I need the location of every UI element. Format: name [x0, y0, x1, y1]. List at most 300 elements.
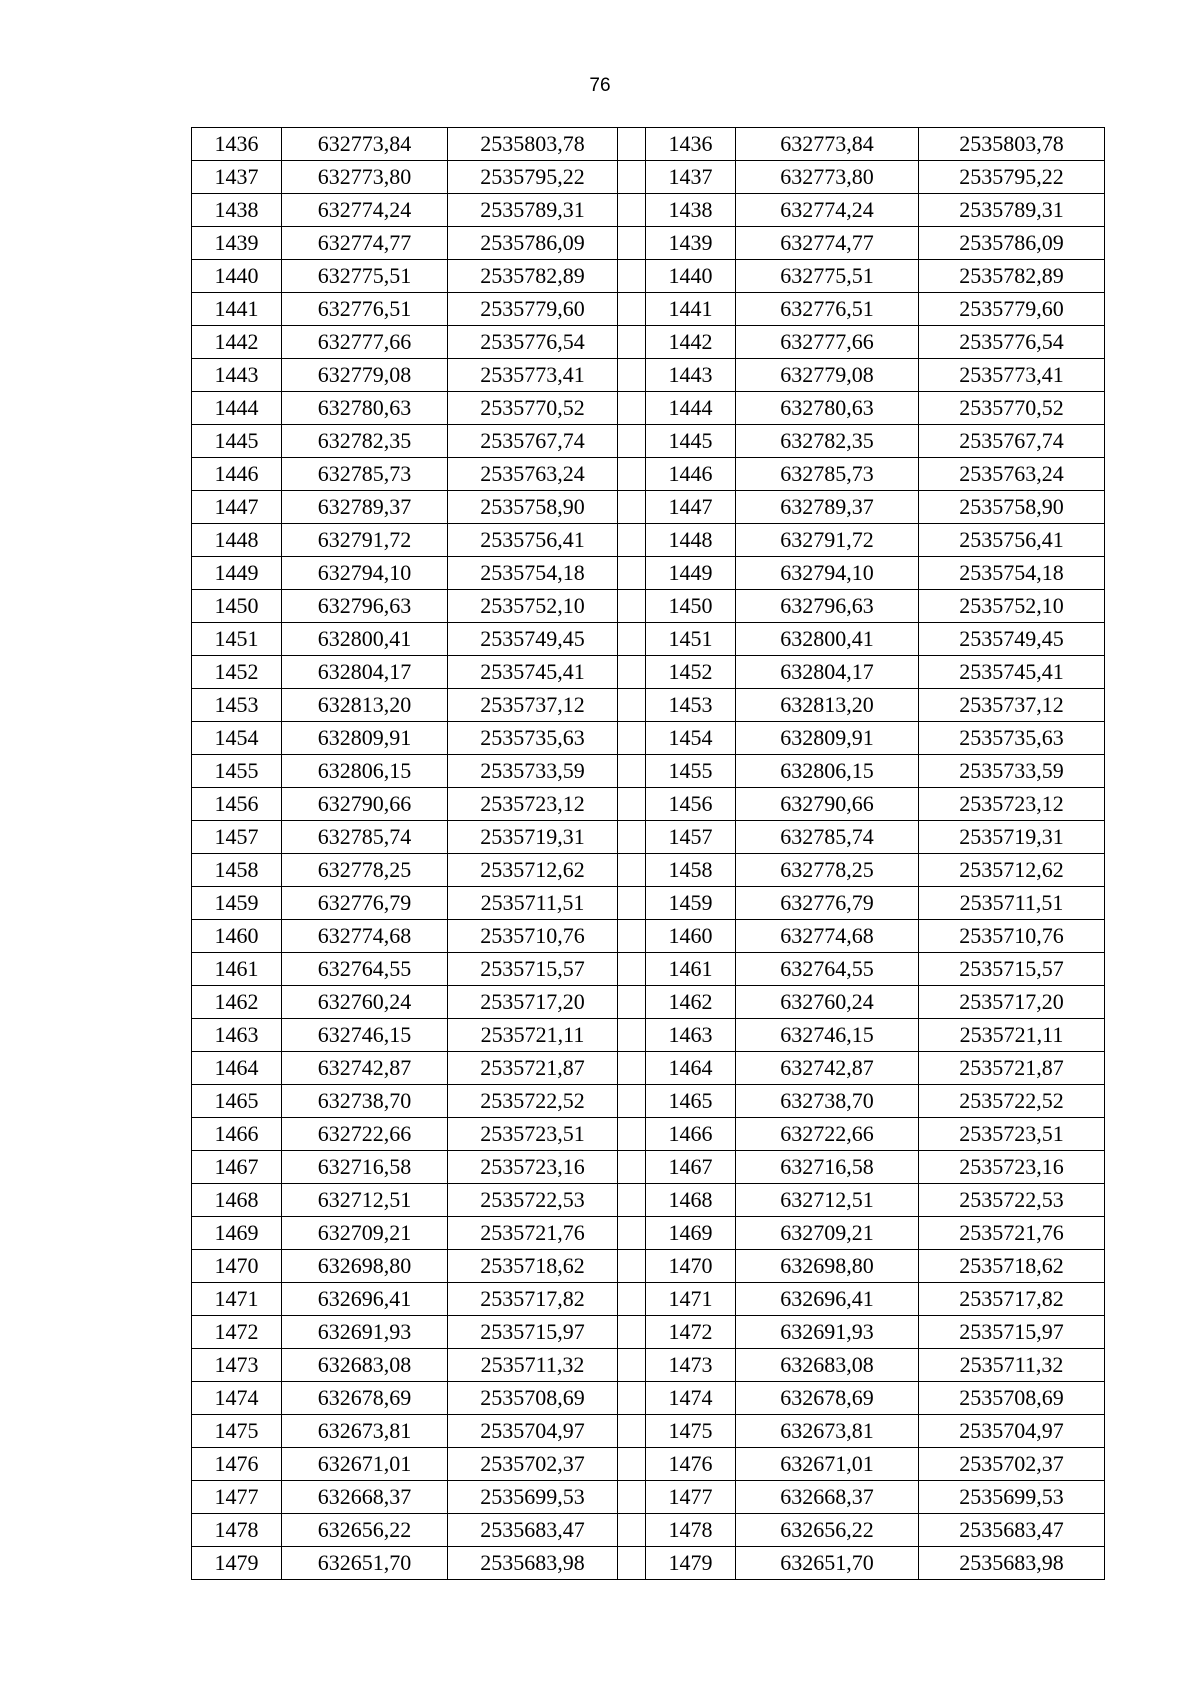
right-y-coordinate-cell: 2535737,12	[919, 689, 1105, 722]
left-x-coordinate-cell: 632738,70	[282, 1085, 448, 1118]
right-point-number-cell: 1475	[646, 1415, 736, 1448]
right-y-coordinate-cell: 2535756,41	[919, 524, 1105, 557]
right-x-coordinate-cell: 632778,25	[736, 854, 919, 887]
right-y-coordinate-cell: 2535708,69	[919, 1382, 1105, 1415]
separator-cell	[618, 1250, 646, 1283]
table-row	[192, 1448, 1105, 1481]
left-x-coordinate-cell: 632794,10	[282, 557, 448, 590]
left-x-coordinate-cell: 632775,51	[282, 260, 448, 293]
separator-cell	[618, 1283, 646, 1316]
left-x-coordinate-cell: 632774,24	[282, 194, 448, 227]
left-y-coordinate-cell: 2535721,76	[448, 1217, 618, 1250]
right-point-number-cell: 1467	[646, 1151, 736, 1184]
right-x-coordinate-cell: 632809,91	[736, 722, 919, 755]
left-x-coordinate-cell: 632785,73	[282, 458, 448, 491]
right-x-coordinate-cell: 632774,68	[736, 920, 919, 953]
left-x-coordinate-cell: 632716,58	[282, 1151, 448, 1184]
table-row	[192, 1052, 1105, 1085]
right-y-coordinate-cell: 2535717,20	[919, 986, 1105, 1019]
left-y-coordinate-cell: 2535719,31	[448, 821, 618, 854]
left-point-number-cell: 1460	[192, 920, 282, 953]
left-point-number-cell: 1444	[192, 392, 282, 425]
left-x-coordinate-cell: 632668,37	[282, 1481, 448, 1514]
right-point-number-cell: 1476	[646, 1448, 736, 1481]
left-y-coordinate-cell: 2535723,51	[448, 1118, 618, 1151]
table-row	[192, 1250, 1105, 1283]
right-point-number-cell: 1474	[646, 1382, 736, 1415]
left-y-coordinate-cell: 2535733,59	[448, 755, 618, 788]
right-point-number-cell: 1470	[646, 1250, 736, 1283]
left-point-number-cell: 1445	[192, 425, 282, 458]
right-point-number-cell: 1447	[646, 491, 736, 524]
right-y-coordinate-cell: 2535683,47	[919, 1514, 1105, 1547]
left-point-number-cell: 1446	[192, 458, 282, 491]
right-y-coordinate-cell: 2535782,89	[919, 260, 1105, 293]
left-y-coordinate-cell: 2535717,82	[448, 1283, 618, 1316]
left-point-number-cell: 1442	[192, 326, 282, 359]
coordinates-table	[191, 127, 1105, 1580]
right-point-number-cell: 1441	[646, 293, 736, 326]
left-y-coordinate-cell: 2535789,31	[448, 194, 618, 227]
right-point-number-cell: 1456	[646, 788, 736, 821]
table-row	[192, 1382, 1105, 1415]
right-point-number-cell: 1462	[646, 986, 736, 1019]
right-x-coordinate-cell: 632712,51	[736, 1184, 919, 1217]
left-x-coordinate-cell: 632796,63	[282, 590, 448, 623]
separator-cell	[618, 1118, 646, 1151]
left-point-number-cell: 1472	[192, 1316, 282, 1349]
right-point-number-cell: 1478	[646, 1514, 736, 1547]
right-point-number-cell: 1457	[646, 821, 736, 854]
right-x-coordinate-cell: 632696,41	[736, 1283, 919, 1316]
table-row	[192, 293, 1105, 326]
left-y-coordinate-cell: 2535708,69	[448, 1382, 618, 1415]
right-x-coordinate-cell: 632678,69	[736, 1382, 919, 1415]
table-row	[192, 656, 1105, 689]
left-point-number-cell: 1462	[192, 986, 282, 1019]
left-x-coordinate-cell: 632782,35	[282, 425, 448, 458]
right-x-coordinate-cell: 632789,37	[736, 491, 919, 524]
right-point-number-cell: 1446	[646, 458, 736, 491]
table-row	[192, 425, 1105, 458]
left-point-number-cell: 1436	[192, 128, 282, 161]
table-row	[192, 590, 1105, 623]
right-y-coordinate-cell: 2535721,87	[919, 1052, 1105, 1085]
left-y-coordinate-cell: 2535795,22	[448, 161, 618, 194]
left-y-coordinate-cell: 2535683,47	[448, 1514, 618, 1547]
left-y-coordinate-cell: 2535715,97	[448, 1316, 618, 1349]
right-point-number-cell: 1465	[646, 1085, 736, 1118]
left-x-coordinate-cell: 632809,91	[282, 722, 448, 755]
left-x-coordinate-cell: 632746,15	[282, 1019, 448, 1052]
right-point-number-cell: 1443	[646, 359, 736, 392]
left-y-coordinate-cell: 2535773,41	[448, 359, 618, 392]
right-x-coordinate-cell: 632774,24	[736, 194, 919, 227]
left-x-coordinate-cell: 632673,81	[282, 1415, 448, 1448]
left-x-coordinate-cell: 632778,25	[282, 854, 448, 887]
left-point-number-cell: 1466	[192, 1118, 282, 1151]
right-x-coordinate-cell: 632813,20	[736, 689, 919, 722]
right-x-coordinate-cell: 632806,15	[736, 755, 919, 788]
table-row	[192, 920, 1105, 953]
left-y-coordinate-cell: 2535710,76	[448, 920, 618, 953]
separator-cell	[618, 689, 646, 722]
separator-cell	[618, 623, 646, 656]
right-y-coordinate-cell: 2535704,97	[919, 1415, 1105, 1448]
right-x-coordinate-cell: 632794,10	[736, 557, 919, 590]
right-point-number-cell: 1459	[646, 887, 736, 920]
right-point-number-cell: 1473	[646, 1349, 736, 1382]
separator-cell	[618, 1019, 646, 1052]
right-x-coordinate-cell: 632764,55	[736, 953, 919, 986]
separator-cell	[618, 359, 646, 392]
right-x-coordinate-cell: 632738,70	[736, 1085, 919, 1118]
separator-cell	[618, 491, 646, 524]
left-y-coordinate-cell: 2535803,78	[448, 128, 618, 161]
table-row	[192, 986, 1105, 1019]
left-x-coordinate-cell: 632773,80	[282, 161, 448, 194]
left-y-coordinate-cell: 2535776,54	[448, 326, 618, 359]
right-point-number-cell: 1444	[646, 392, 736, 425]
right-point-number-cell: 1453	[646, 689, 736, 722]
right-point-number-cell: 1454	[646, 722, 736, 755]
left-y-coordinate-cell: 2535756,41	[448, 524, 618, 557]
separator-cell	[618, 1151, 646, 1184]
left-point-number-cell: 1470	[192, 1250, 282, 1283]
left-point-number-cell: 1465	[192, 1085, 282, 1118]
left-x-coordinate-cell: 632790,66	[282, 788, 448, 821]
right-x-coordinate-cell: 632760,24	[736, 986, 919, 1019]
separator-cell	[618, 788, 646, 821]
left-point-number-cell: 1469	[192, 1217, 282, 1250]
right-x-coordinate-cell: 632791,72	[736, 524, 919, 557]
separator-cell	[618, 557, 646, 590]
right-x-coordinate-cell: 632790,66	[736, 788, 919, 821]
right-y-coordinate-cell: 2535776,54	[919, 326, 1105, 359]
right-point-number-cell: 1460	[646, 920, 736, 953]
right-y-coordinate-cell: 2535711,32	[919, 1349, 1105, 1382]
table-row	[192, 788, 1105, 821]
right-point-number-cell: 1464	[646, 1052, 736, 1085]
right-x-coordinate-cell: 632683,08	[736, 1349, 919, 1382]
left-y-coordinate-cell: 2535723,12	[448, 788, 618, 821]
separator-cell	[618, 392, 646, 425]
table-row	[192, 854, 1105, 887]
left-y-coordinate-cell: 2535786,09	[448, 227, 618, 260]
left-y-coordinate-cell: 2535702,37	[448, 1448, 618, 1481]
right-x-coordinate-cell: 632709,21	[736, 1217, 919, 1250]
right-x-coordinate-cell: 632746,15	[736, 1019, 919, 1052]
left-y-coordinate-cell: 2535715,57	[448, 953, 618, 986]
table-row	[192, 1481, 1105, 1514]
separator-cell	[618, 986, 646, 1019]
left-y-coordinate-cell: 2535770,52	[448, 392, 618, 425]
right-y-coordinate-cell: 2535718,62	[919, 1250, 1105, 1283]
right-x-coordinate-cell: 632780,63	[736, 392, 919, 425]
separator-cell	[618, 854, 646, 887]
left-y-coordinate-cell: 2535758,90	[448, 491, 618, 524]
left-x-coordinate-cell: 632791,72	[282, 524, 448, 557]
left-point-number-cell: 1443	[192, 359, 282, 392]
left-y-coordinate-cell: 2535749,45	[448, 623, 618, 656]
left-point-number-cell: 1477	[192, 1481, 282, 1514]
right-x-coordinate-cell: 632673,81	[736, 1415, 919, 1448]
separator-cell	[618, 194, 646, 227]
table-row	[192, 1349, 1105, 1382]
right-x-coordinate-cell: 632777,66	[736, 326, 919, 359]
right-y-coordinate-cell: 2535723,51	[919, 1118, 1105, 1151]
left-y-coordinate-cell: 2535722,53	[448, 1184, 618, 1217]
table-row	[192, 458, 1105, 491]
table-row	[192, 953, 1105, 986]
right-y-coordinate-cell: 2535715,57	[919, 953, 1105, 986]
left-y-coordinate-cell: 2535711,51	[448, 887, 618, 920]
right-point-number-cell: 1450	[646, 590, 736, 623]
table-row	[192, 1283, 1105, 1316]
right-x-coordinate-cell: 632742,87	[736, 1052, 919, 1085]
left-point-number-cell: 1450	[192, 590, 282, 623]
left-x-coordinate-cell: 632656,22	[282, 1514, 448, 1547]
separator-cell	[618, 425, 646, 458]
right-x-coordinate-cell: 632779,08	[736, 359, 919, 392]
table-row	[192, 260, 1105, 293]
table-row	[192, 194, 1105, 227]
left-point-number-cell: 1448	[192, 524, 282, 557]
left-point-number-cell: 1439	[192, 227, 282, 260]
separator-cell	[618, 1448, 646, 1481]
left-point-number-cell: 1463	[192, 1019, 282, 1052]
right-y-coordinate-cell: 2535767,74	[919, 425, 1105, 458]
left-x-coordinate-cell: 632698,80	[282, 1250, 448, 1283]
right-y-coordinate-cell: 2535715,97	[919, 1316, 1105, 1349]
left-point-number-cell: 1479	[192, 1547, 282, 1580]
table-row	[192, 557, 1105, 590]
right-point-number-cell: 1463	[646, 1019, 736, 1052]
right-x-coordinate-cell: 632773,80	[736, 161, 919, 194]
separator-cell	[618, 458, 646, 491]
table-row	[192, 1085, 1105, 1118]
left-x-coordinate-cell: 632813,20	[282, 689, 448, 722]
left-x-coordinate-cell: 632779,08	[282, 359, 448, 392]
left-y-coordinate-cell: 2535752,10	[448, 590, 618, 623]
table-row	[192, 392, 1105, 425]
left-point-number-cell: 1475	[192, 1415, 282, 1448]
separator-cell	[618, 1481, 646, 1514]
left-point-number-cell: 1438	[192, 194, 282, 227]
table-row	[192, 1151, 1105, 1184]
separator-cell	[618, 590, 646, 623]
page-number: 76	[589, 75, 611, 96]
separator-cell	[618, 260, 646, 293]
right-point-number-cell: 1466	[646, 1118, 736, 1151]
table-row	[192, 1184, 1105, 1217]
table-row	[192, 722, 1105, 755]
right-x-coordinate-cell: 632775,51	[736, 260, 919, 293]
left-y-coordinate-cell: 2535763,24	[448, 458, 618, 491]
left-x-coordinate-cell: 632742,87	[282, 1052, 448, 1085]
left-y-coordinate-cell: 2535699,53	[448, 1481, 618, 1514]
table-row	[192, 1019, 1105, 1052]
separator-cell	[618, 227, 646, 260]
right-y-coordinate-cell: 2535779,60	[919, 293, 1105, 326]
left-y-coordinate-cell: 2535704,97	[448, 1415, 618, 1448]
left-point-number-cell: 1459	[192, 887, 282, 920]
left-point-number-cell: 1454	[192, 722, 282, 755]
right-y-coordinate-cell: 2535711,51	[919, 887, 1105, 920]
separator-cell	[618, 524, 646, 557]
left-y-coordinate-cell: 2535735,63	[448, 722, 618, 755]
right-point-number-cell: 1458	[646, 854, 736, 887]
left-x-coordinate-cell: 632683,08	[282, 1349, 448, 1382]
table-row	[192, 326, 1105, 359]
right-point-number-cell: 1438	[646, 194, 736, 227]
right-x-coordinate-cell: 632722,66	[736, 1118, 919, 1151]
right-y-coordinate-cell: 2535723,12	[919, 788, 1105, 821]
table-row	[192, 689, 1105, 722]
left-point-number-cell: 1449	[192, 557, 282, 590]
table-row	[192, 1316, 1105, 1349]
left-point-number-cell: 1452	[192, 656, 282, 689]
left-y-coordinate-cell: 2535754,18	[448, 557, 618, 590]
left-x-coordinate-cell: 632806,15	[282, 755, 448, 788]
separator-cell	[618, 1514, 646, 1547]
separator-cell	[618, 326, 646, 359]
right-y-coordinate-cell: 2535795,22	[919, 161, 1105, 194]
table-row	[192, 161, 1105, 194]
right-x-coordinate-cell: 632785,73	[736, 458, 919, 491]
left-y-coordinate-cell: 2535683,98	[448, 1547, 618, 1580]
left-y-coordinate-cell: 2535721,87	[448, 1052, 618, 1085]
left-x-coordinate-cell: 632785,74	[282, 821, 448, 854]
separator-cell	[618, 1382, 646, 1415]
right-y-coordinate-cell: 2535702,37	[919, 1448, 1105, 1481]
table-row	[192, 524, 1105, 557]
left-y-coordinate-cell: 2535712,62	[448, 854, 618, 887]
left-x-coordinate-cell: 632804,17	[282, 656, 448, 689]
table-row	[192, 128, 1105, 161]
table-row	[192, 1217, 1105, 1250]
right-y-coordinate-cell: 2535699,53	[919, 1481, 1105, 1514]
right-point-number-cell: 1469	[646, 1217, 736, 1250]
separator-cell	[618, 161, 646, 194]
right-point-number-cell: 1437	[646, 161, 736, 194]
right-y-coordinate-cell: 2535722,53	[919, 1184, 1105, 1217]
right-x-coordinate-cell: 632656,22	[736, 1514, 919, 1547]
separator-cell	[618, 1547, 646, 1580]
left-y-coordinate-cell: 2535711,32	[448, 1349, 618, 1382]
table-row	[192, 1514, 1105, 1547]
left-x-coordinate-cell: 632671,01	[282, 1448, 448, 1481]
right-x-coordinate-cell: 632782,35	[736, 425, 919, 458]
coordinates-table-body	[192, 128, 1105, 1580]
right-y-coordinate-cell: 2535803,78	[919, 128, 1105, 161]
right-x-coordinate-cell: 632804,17	[736, 656, 919, 689]
left-x-coordinate-cell: 632776,51	[282, 293, 448, 326]
table-row	[192, 755, 1105, 788]
separator-cell	[618, 1349, 646, 1382]
right-point-number-cell: 1436	[646, 128, 736, 161]
right-point-number-cell: 1477	[646, 1481, 736, 1514]
left-y-coordinate-cell: 2535721,11	[448, 1019, 618, 1052]
left-x-coordinate-cell: 632800,41	[282, 623, 448, 656]
separator-cell	[618, 128, 646, 161]
right-point-number-cell: 1479	[646, 1547, 736, 1580]
right-point-number-cell: 1439	[646, 227, 736, 260]
right-y-coordinate-cell: 2535710,76	[919, 920, 1105, 953]
right-x-coordinate-cell: 632671,01	[736, 1448, 919, 1481]
right-y-coordinate-cell: 2535735,63	[919, 722, 1105, 755]
separator-cell	[618, 1217, 646, 1250]
right-y-coordinate-cell: 2535770,52	[919, 392, 1105, 425]
left-point-number-cell: 1451	[192, 623, 282, 656]
right-y-coordinate-cell: 2535719,31	[919, 821, 1105, 854]
table-row	[192, 1415, 1105, 1448]
separator-cell	[618, 953, 646, 986]
left-point-number-cell: 1453	[192, 689, 282, 722]
left-point-number-cell: 1464	[192, 1052, 282, 1085]
right-x-coordinate-cell: 632785,74	[736, 821, 919, 854]
right-point-number-cell: 1468	[646, 1184, 736, 1217]
left-x-coordinate-cell: 632764,55	[282, 953, 448, 986]
left-point-number-cell: 1455	[192, 755, 282, 788]
left-y-coordinate-cell: 2535767,74	[448, 425, 618, 458]
left-x-coordinate-cell: 632777,66	[282, 326, 448, 359]
right-y-coordinate-cell: 2535683,98	[919, 1547, 1105, 1580]
right-y-coordinate-cell: 2535789,31	[919, 194, 1105, 227]
separator-cell	[618, 656, 646, 689]
right-x-coordinate-cell: 632651,70	[736, 1547, 919, 1580]
right-y-coordinate-cell: 2535745,41	[919, 656, 1105, 689]
left-x-coordinate-cell: 632678,69	[282, 1382, 448, 1415]
left-point-number-cell: 1478	[192, 1514, 282, 1547]
right-point-number-cell: 1448	[646, 524, 736, 557]
left-x-coordinate-cell: 632712,51	[282, 1184, 448, 1217]
right-x-coordinate-cell: 632774,77	[736, 227, 919, 260]
right-point-number-cell: 1442	[646, 326, 736, 359]
right-x-coordinate-cell: 632698,80	[736, 1250, 919, 1283]
separator-cell	[618, 1415, 646, 1448]
separator-cell	[618, 1085, 646, 1118]
right-y-coordinate-cell: 2535786,09	[919, 227, 1105, 260]
separator-cell	[618, 755, 646, 788]
right-y-coordinate-cell: 2535758,90	[919, 491, 1105, 524]
left-point-number-cell: 1437	[192, 161, 282, 194]
right-point-number-cell: 1455	[646, 755, 736, 788]
right-point-number-cell: 1440	[646, 260, 736, 293]
left-point-number-cell: 1440	[192, 260, 282, 293]
left-y-coordinate-cell: 2535718,62	[448, 1250, 618, 1283]
table-row	[192, 491, 1105, 524]
left-x-coordinate-cell: 632789,37	[282, 491, 448, 524]
table-row	[192, 623, 1105, 656]
right-point-number-cell: 1472	[646, 1316, 736, 1349]
right-x-coordinate-cell: 632668,37	[736, 1481, 919, 1514]
left-point-number-cell: 1457	[192, 821, 282, 854]
left-point-number-cell: 1456	[192, 788, 282, 821]
right-y-coordinate-cell: 2535749,45	[919, 623, 1105, 656]
left-x-coordinate-cell: 632696,41	[282, 1283, 448, 1316]
table-row	[192, 227, 1105, 260]
right-point-number-cell: 1461	[646, 953, 736, 986]
right-point-number-cell: 1445	[646, 425, 736, 458]
separator-cell	[618, 1052, 646, 1085]
right-y-coordinate-cell: 2535712,62	[919, 854, 1105, 887]
left-point-number-cell: 1474	[192, 1382, 282, 1415]
left-point-number-cell: 1476	[192, 1448, 282, 1481]
right-y-coordinate-cell: 2535722,52	[919, 1085, 1105, 1118]
left-x-coordinate-cell: 632774,68	[282, 920, 448, 953]
left-y-coordinate-cell: 2535737,12	[448, 689, 618, 722]
